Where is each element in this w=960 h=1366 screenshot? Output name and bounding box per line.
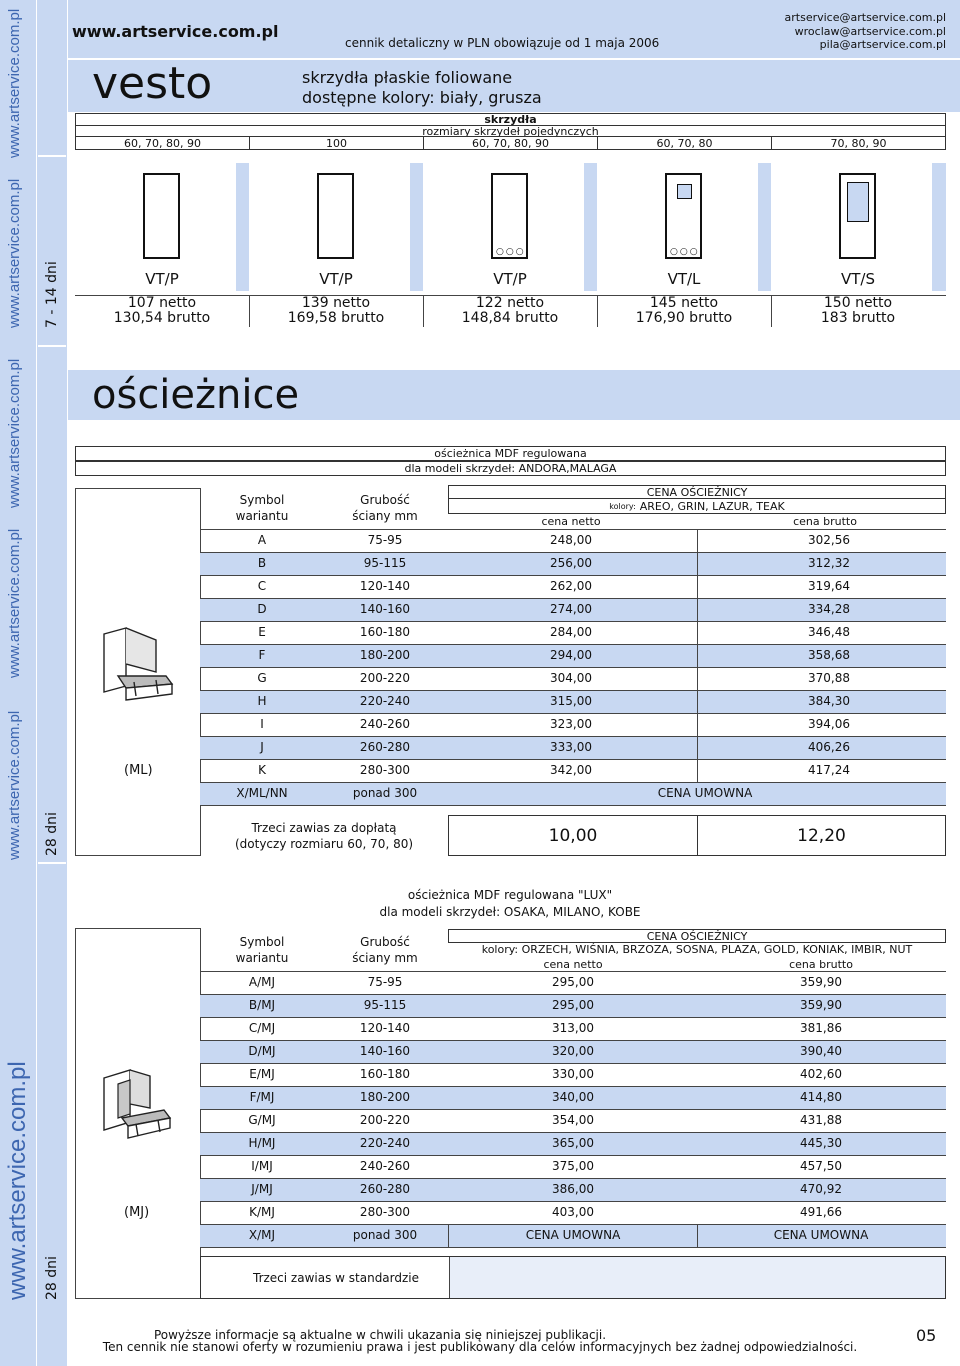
table-row bbox=[200, 599, 946, 621]
table-row bbox=[200, 1156, 946, 1178]
cell-netto: 294,00 bbox=[550, 648, 592, 662]
col-thickness bbox=[352, 492, 417, 524]
model-name: VT/S bbox=[841, 270, 875, 288]
validity-note: cennik detaliczny w PLN obowiązuje od 1 maja 2006 bbox=[345, 36, 660, 50]
cell-brutto: 402,60 bbox=[800, 1067, 842, 1081]
column-shade bbox=[932, 163, 946, 291]
cell-netto: 340,00 bbox=[552, 1090, 594, 1104]
cell-netto: 323,00 bbox=[550, 717, 592, 731]
table-row bbox=[200, 737, 946, 759]
wing-price bbox=[114, 296, 211, 326]
cell-netto: 256,00 bbox=[550, 556, 592, 570]
table-frame bbox=[75, 928, 201, 929]
table-row bbox=[200, 972, 946, 994]
table-row bbox=[200, 691, 946, 713]
price-brutto: 176,90 brutto bbox=[635, 310, 733, 326]
column-shade bbox=[410, 163, 423, 291]
cell-symbol: B bbox=[257, 556, 267, 570]
cell-symbol: G/MJ bbox=[248, 1113, 276, 1127]
cell-thickness: 180-200 bbox=[359, 648, 411, 662]
row-line bbox=[200, 1247, 946, 1248]
cell-netto: 330,00 bbox=[552, 1067, 594, 1081]
cell-thickness: 220-240 bbox=[359, 694, 411, 708]
col-brutto: cena brutto bbox=[793, 515, 857, 528]
hinge-note bbox=[235, 820, 413, 852]
email-list bbox=[785, 11, 946, 52]
table-frame bbox=[75, 855, 201, 856]
cell-symbol: I/MJ bbox=[251, 1159, 273, 1173]
column-shade bbox=[758, 163, 771, 291]
cell-netto: CENA UMOWNA bbox=[525, 1228, 621, 1242]
table-row bbox=[200, 668, 946, 690]
model-name: VT/P bbox=[319, 270, 353, 288]
col-thickness-label: Grubość bbox=[360, 493, 410, 507]
stripe-divider bbox=[38, 345, 66, 347]
watermark-text: www.artservice.com.pl bbox=[6, 178, 23, 328]
watermark-text: www.artservice.com.pl bbox=[6, 8, 23, 158]
table-row bbox=[200, 714, 946, 736]
table-row bbox=[200, 553, 946, 575]
col-thickness-label2: ściany mm bbox=[352, 509, 418, 523]
cell-netto: 320,00 bbox=[552, 1044, 594, 1058]
cell-thickness: 220-240 bbox=[359, 1136, 411, 1150]
cell-thickness: 260-280 bbox=[359, 1182, 411, 1196]
table-row bbox=[200, 1041, 946, 1063]
col-symbol bbox=[236, 934, 289, 966]
table-frame bbox=[75, 488, 76, 856]
wing-size: 60, 70, 80 bbox=[597, 136, 772, 150]
table1-models: dla modeli skrzydeł: ANDORA,MALAGA bbox=[75, 461, 946, 476]
cell-divider bbox=[697, 530, 698, 783]
cell-divider bbox=[697, 1224, 698, 1247]
cell-price-negotiable: CENA UMOWNA bbox=[657, 786, 753, 800]
table-row bbox=[200, 995, 946, 1017]
cell-brutto: 406,26 bbox=[808, 740, 850, 754]
door-vtp-vent-icon: ○○○ bbox=[491, 173, 528, 259]
stripe-divider bbox=[38, 155, 66, 157]
col-symbol-label: Symbol bbox=[239, 935, 285, 949]
cell-brutto: 370,88 bbox=[808, 671, 850, 685]
page-number: 05 bbox=[916, 1326, 937, 1345]
frame-profile-mj-icon bbox=[96, 1064, 176, 1144]
cell-netto: 262,00 bbox=[550, 579, 592, 593]
wing-price bbox=[462, 296, 559, 326]
cell-netto: 295,00 bbox=[552, 998, 594, 1012]
cell-brutto: 358,68 bbox=[808, 648, 850, 662]
watermark-text: www.artservice.com.pl bbox=[6, 528, 23, 678]
watermark-text-large: www.artservice.com.pl bbox=[4, 1061, 31, 1300]
wing-price bbox=[288, 296, 385, 326]
cell-netto: 274,00 bbox=[550, 602, 592, 616]
footer-line2: Ten cennik nie stanowi oferty w rozumieniu prawa i jest publikowany dla celów informacyjnych bez żadnej odpowiedzialności. bbox=[102, 1340, 858, 1354]
door-vts-icon bbox=[839, 173, 876, 259]
colors-row bbox=[448, 498, 946, 514]
cell-symbol: X/ML/NN bbox=[236, 786, 288, 800]
cell-netto: 354,00 bbox=[552, 1113, 594, 1127]
cell-netto: 304,00 bbox=[550, 671, 592, 685]
table-row bbox=[200, 1064, 946, 1086]
cell-symbol: F/MJ bbox=[249, 1090, 275, 1104]
table-row bbox=[200, 1110, 946, 1132]
table-row bbox=[200, 645, 946, 667]
column-shade bbox=[584, 163, 597, 291]
cell-brutto: 312,32 bbox=[808, 556, 850, 570]
cell-symbol: D bbox=[257, 602, 267, 616]
cell-thickness: 240-260 bbox=[359, 717, 411, 731]
cell-netto: 315,00 bbox=[550, 694, 592, 708]
cell-thickness: 160-180 bbox=[359, 1067, 411, 1081]
cell-netto: 284,00 bbox=[550, 625, 592, 639]
cell-thickness: 75-95 bbox=[367, 975, 403, 989]
table-row bbox=[200, 760, 946, 782]
cell-thickness: 95-115 bbox=[363, 556, 407, 570]
footer-line1: Powyższe informacje są aktualne w chwili ukazania się niniejszej publikacji. bbox=[153, 1328, 607, 1342]
hinge-netto: 10,00 bbox=[448, 815, 698, 856]
cell-brutto: 319,64 bbox=[808, 579, 850, 593]
col-symbol bbox=[236, 492, 289, 524]
cell-netto: 313,00 bbox=[552, 1021, 594, 1035]
cell-thickness: 75-95 bbox=[367, 533, 403, 547]
wings-subtitle: rozmiary skrzydeł pojedynczych bbox=[75, 125, 946, 137]
price-divider bbox=[249, 295, 250, 327]
wing-price bbox=[821, 296, 895, 326]
email-wroclaw[interactable]: wroclaw@artservice.com.pl bbox=[794, 24, 946, 38]
table-row bbox=[200, 622, 946, 644]
cell-netto: 365,00 bbox=[552, 1136, 594, 1150]
cell-brutto: 457,50 bbox=[800, 1159, 842, 1173]
delivery-time-label: 28 dni bbox=[44, 1256, 60, 1300]
table-row bbox=[200, 783, 946, 805]
cell-symbol: H bbox=[257, 694, 267, 708]
cell-symbol: E bbox=[258, 625, 266, 639]
table2-models: dla modeli skrzydeł: OSAKA, MILANO, KOBE bbox=[379, 905, 641, 919]
table-frame bbox=[75, 488, 201, 489]
table-frame bbox=[75, 928, 76, 1299]
cell-brutto: 414,80 bbox=[800, 1090, 842, 1104]
hinge-brutto: 12,20 bbox=[697, 815, 946, 856]
wing-size: 100 bbox=[249, 136, 424, 150]
cell-brutto: 445,30 bbox=[800, 1136, 842, 1150]
cell-netto: 295,00 bbox=[552, 975, 594, 989]
table-row bbox=[200, 530, 946, 552]
profile-label: (MJ) bbox=[124, 1205, 150, 1220]
cell-thickness: ponad 300 bbox=[352, 1228, 418, 1242]
col-thickness-label2: ściany mm bbox=[352, 951, 418, 965]
profile-label: (ML) bbox=[124, 763, 153, 778]
cell-thickness: 140-160 bbox=[359, 602, 411, 616]
col-netto: cena netto bbox=[543, 958, 603, 971]
section-title: ościeżnice bbox=[92, 372, 300, 418]
col-thickness bbox=[352, 934, 417, 966]
cell-symbol: J/MJ bbox=[251, 1182, 273, 1196]
table-row bbox=[200, 1179, 946, 1201]
frame-profile-ml-icon bbox=[96, 626, 176, 706]
product-name: vesto bbox=[92, 58, 213, 109]
model-name: VT/L bbox=[667, 270, 701, 288]
cell-netto: 342,00 bbox=[550, 763, 592, 777]
cell-brutto: 359,90 bbox=[800, 975, 842, 989]
delivery-time-label: 7 - 14 dni bbox=[44, 261, 60, 328]
cell-thickness: 120-140 bbox=[359, 1021, 411, 1035]
cell-symbol: K/MJ bbox=[249, 1205, 275, 1219]
cell-brutto: CENA UMOWNA bbox=[773, 1228, 869, 1242]
col-thickness-label: Grubość bbox=[360, 935, 410, 949]
col-symbol-label2: wariantu bbox=[235, 951, 289, 965]
col-symbol-label2: wariantu bbox=[235, 509, 289, 523]
cell-symbol: A/MJ bbox=[248, 975, 276, 989]
colors-label: kolory: bbox=[609, 501, 636, 511]
model-name: VT/P bbox=[145, 270, 179, 288]
cell-thickness: 200-220 bbox=[359, 1113, 411, 1127]
hinge-text: Trzeci zawias w standardzie bbox=[253, 1270, 420, 1285]
watermark-text: www.artservice.com.pl bbox=[6, 710, 23, 860]
product-desc: skrzydła płaskie foliowane bbox=[302, 68, 513, 87]
cell-thickness: 160-180 bbox=[359, 625, 411, 639]
door-vtp-plain-icon bbox=[317, 173, 354, 259]
cell-brutto: 384,30 bbox=[808, 694, 850, 708]
cell-netto: 248,00 bbox=[550, 533, 592, 547]
price-brutto: 148,84 brutto bbox=[461, 310, 559, 326]
price-netto: 107 netto bbox=[127, 295, 197, 311]
site-url[interactable]: www.artservice.com.pl bbox=[72, 22, 279, 41]
cell-thickness: 95-115 bbox=[363, 998, 407, 1012]
cell-symbol: J bbox=[260, 740, 264, 754]
price-divider bbox=[423, 295, 424, 327]
price-netto: 150 netto bbox=[823, 295, 893, 311]
wing-size: 60, 70, 80, 90 bbox=[75, 136, 250, 150]
cell-symbol: H/MJ bbox=[248, 1136, 276, 1150]
cell-brutto: 394,06 bbox=[808, 717, 850, 731]
delivery-time-label: 28 dni bbox=[44, 812, 60, 856]
price-divider bbox=[597, 295, 598, 327]
table-row bbox=[200, 1202, 946, 1224]
cell-brutto: 417,24 bbox=[808, 763, 850, 777]
cell-thickness: 200-220 bbox=[359, 671, 411, 685]
cell-divider bbox=[448, 1224, 449, 1247]
col-brutto: cena brutto bbox=[789, 958, 853, 971]
cell-symbol: B/MJ bbox=[248, 998, 276, 1012]
cell-thickness: 140-160 bbox=[359, 1044, 411, 1058]
cell-brutto: 359,90 bbox=[800, 998, 842, 1012]
price-head: CENA OŚCIEŻNICY bbox=[448, 485, 946, 499]
cell-thickness: 180-200 bbox=[359, 1090, 411, 1104]
cell-symbol: X/MJ bbox=[248, 1228, 276, 1242]
table-row bbox=[200, 576, 946, 598]
table1-title: ościeżnica MDF regulowana bbox=[75, 446, 946, 461]
cell-brutto: 381,86 bbox=[800, 1021, 842, 1035]
cell-thickness: 280-300 bbox=[359, 1205, 411, 1219]
cell-symbol: C bbox=[257, 579, 267, 593]
hinge-line2: (dotyczy rozmiaru 60, 70, 80) bbox=[234, 837, 414, 851]
price-netto: 139 netto bbox=[301, 295, 371, 311]
wing-price bbox=[636, 296, 733, 326]
table-row bbox=[200, 1018, 946, 1040]
door-vtl-icon: ○○○ bbox=[665, 173, 702, 259]
stripe-divider bbox=[38, 862, 66, 864]
col-symbol-label: Symbol bbox=[239, 493, 285, 507]
row-line bbox=[200, 805, 946, 806]
price-netto: 122 netto bbox=[475, 295, 545, 311]
cell-brutto: 334,28 bbox=[808, 602, 850, 616]
cell-symbol: K bbox=[258, 763, 266, 777]
table-row bbox=[200, 1133, 946, 1155]
cell-symbol: E/MJ bbox=[249, 1067, 275, 1081]
hinge-line1: Trzeci zawias za dopłatą bbox=[251, 821, 397, 835]
cell-thickness: ponad 300 bbox=[352, 786, 418, 800]
price-brutto: 130,54 brutto bbox=[113, 310, 211, 326]
email-pila[interactable]: pila@artservice.com.pl bbox=[819, 38, 946, 51]
cell-netto: 386,00 bbox=[552, 1182, 594, 1196]
cell-netto: 375,00 bbox=[552, 1159, 594, 1173]
cell-thickness: 240-260 bbox=[359, 1159, 411, 1173]
cell-brutto: 390,40 bbox=[800, 1044, 842, 1058]
cell-brutto: 470,92 bbox=[800, 1182, 842, 1196]
delivery-stripe bbox=[37, 0, 67, 1366]
price-netto: 145 netto bbox=[649, 295, 719, 311]
price-head: CENA OŚCIEŻNICY bbox=[448, 929, 946, 943]
cell-brutto: 431,88 bbox=[800, 1113, 842, 1127]
watermark-text: www.artservice.com.pl bbox=[6, 358, 23, 508]
product-colors: dostępne kolory: biały, grusza bbox=[302, 88, 542, 107]
wing-size: 70, 80, 90 bbox=[771, 136, 946, 150]
cell-thickness: 260-280 bbox=[359, 740, 411, 754]
price-brutto: 169,58 brutto bbox=[287, 310, 385, 326]
hinge-note bbox=[200, 1256, 946, 1299]
colors-value: AREO, GRIN, LAZUR, TEAK bbox=[639, 499, 785, 513]
table2-title: ościeżnica MDF regulowana "LUX" bbox=[407, 888, 613, 902]
cell-symbol: C/MJ bbox=[248, 1021, 276, 1035]
model-name: VT/P bbox=[493, 270, 527, 288]
colors-row: kolory: ORZECH, WIŚNIA, BRZOZA, SOSNA, PLAZA, GOLD, KONIAK, IMBIR, NUT bbox=[481, 943, 913, 956]
footer-gap bbox=[68, 1300, 960, 1324]
cell-thickness: 120-140 bbox=[359, 579, 411, 593]
col-netto: cena netto bbox=[541, 515, 601, 528]
cell-symbol: I bbox=[260, 717, 264, 731]
cell-symbol: F bbox=[258, 648, 266, 662]
cell-symbol: D/MJ bbox=[248, 1044, 276, 1058]
cell-brutto: 346,48 bbox=[808, 625, 850, 639]
table-frame bbox=[75, 1298, 201, 1299]
wing-size: 60, 70, 80, 90 bbox=[423, 136, 598, 150]
price-brutto: 183 brutto bbox=[820, 310, 896, 326]
cell-brutto: 302,56 bbox=[808, 533, 850, 547]
door-vtp-plain-icon bbox=[143, 173, 180, 259]
price-divider bbox=[771, 295, 772, 327]
wings-title: skrzydła bbox=[75, 113, 946, 126]
cell-symbol: A bbox=[257, 533, 267, 547]
email-main[interactable]: artservice@artservice.com.pl bbox=[784, 11, 946, 24]
cell-netto: 403,00 bbox=[552, 1205, 594, 1219]
cell-brutto: 491,66 bbox=[800, 1205, 842, 1219]
table-row bbox=[200, 1225, 946, 1247]
cell-thickness: 280-300 bbox=[359, 763, 411, 777]
cell-symbol: G bbox=[257, 671, 267, 685]
table-row bbox=[200, 1087, 946, 1109]
column-shade bbox=[236, 163, 249, 291]
cell-netto: 333,00 bbox=[550, 740, 592, 754]
